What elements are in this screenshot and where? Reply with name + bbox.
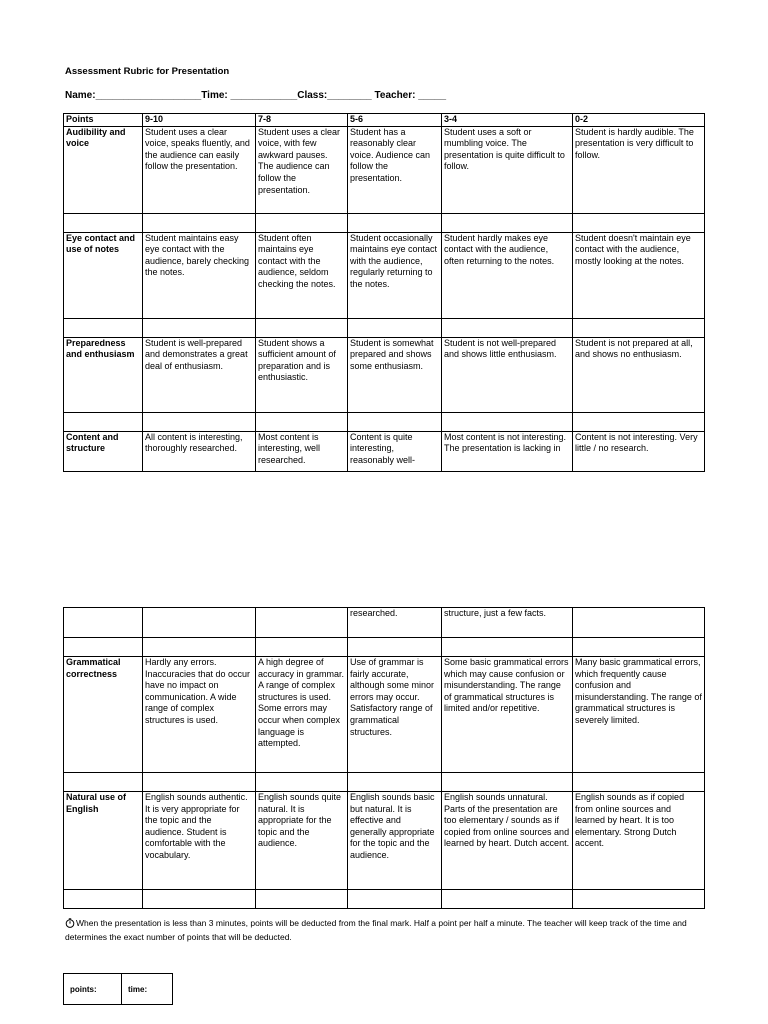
time-penalty-note <box>65 917 720 944</box>
rubric-score-row <box>64 213 705 232</box>
rubric-cell: Student is not well-prepared and shows little enthusiasm. <box>442 337 573 412</box>
rubric-row-preparedness <box>64 337 705 412</box>
rubric-cell: English sounds quite natural. It is appropriate for the topic and the audience. <box>256 792 348 890</box>
rubric-table-part-1 <box>63 113 705 472</box>
rubric-cell: Content is quite interesting, reasonably well- <box>348 431 442 471</box>
rubric-cell: Student is not prepared at all, and shows no enthusiasm. <box>573 337 705 412</box>
rubric-cell: Many basic grammatical errors, which frequently cause confusion and misunderstanding. The range of grammatical structures is severely limited. <box>573 657 705 773</box>
rubric-cell: Use of grammar is fairly accurate, although some minor errors may occur. Satisfactory range of grammatical structures. <box>348 657 442 773</box>
rubric-cell: Most content is interesting, well researched. <box>256 431 348 471</box>
rubric-score-row <box>64 773 705 792</box>
column-header-points: Points <box>64 114 143 127</box>
rubric-table-part-2 <box>63 607 705 909</box>
rubric-row-natural-english <box>64 792 705 890</box>
points-label: points: <box>64 974 122 1005</box>
rubric-row-audibility <box>64 126 705 213</box>
rubric-cell: Student doesn't maintain eye contact with the audience, mostly looking at the notes. <box>573 232 705 318</box>
rubric-cell: Hardly any errors. Inaccuracies that do occur have no impact on communication. A wide range of complex structures is used. <box>143 657 256 773</box>
rubric-score-row <box>64 412 705 431</box>
score-box <box>63 973 173 1005</box>
stopwatch-icon <box>65 918 75 928</box>
rubric-cell: Student uses a clear voice, with few awkward pauses. The audience can follow the presentation. <box>256 126 348 213</box>
rubric-cell: Student is hardly audible. The presentation is very difficult to follow. <box>573 126 705 213</box>
rubric-cell: Student is somewhat prepared and shows some enthusiasm. <box>348 337 442 412</box>
criterion-label: Preparedness and enthusiasm <box>64 337 143 412</box>
rubric-header-row <box>64 114 705 127</box>
rubric-cell: Student is well-prepared and demonstrates a great deal of enthusiasm. <box>143 337 256 412</box>
rubric-cell: Student uses a clear voice, speaks fluently, and the audience can easily follow the presentation. <box>143 126 256 213</box>
column-header-9-10: 9-10 <box>143 114 256 127</box>
rubric-cell: A high degree of accuracy in grammar. A range of complex structures is used. Some errors may occur when complex language is attempted. <box>256 657 348 773</box>
rubric-cell: Student maintains easy eye contact with the audience, barely checking the notes. <box>143 232 256 318</box>
criterion-label: Content and structure <box>64 431 143 471</box>
rubric-cell: Content is not interesting. Very little / no research. <box>573 431 705 471</box>
note-text: When the presentation is less than 3 minutes, points will be deducted from the final mark. Half a point per half a minute. The teacher will keep track of the time and determines the exact number of points that will be deducted. <box>65 918 687 942</box>
column-header-5-6: 5-6 <box>348 114 442 127</box>
rubric-cell: English sounds unnatural. Parts of the presentation are too elementary / sounds as if copied from online sources and learned by heart. Dutch accent. <box>442 792 573 890</box>
rubric-row-content <box>64 431 705 471</box>
criterion-label: Grammatical correctness <box>64 657 143 773</box>
rubric-cell: English sounds as if copied from online sources and learned by heart. It is too elementary. Strong Dutch accent. <box>573 792 705 890</box>
rubric-row-grammar <box>64 657 705 773</box>
column-header-3-4: 3-4 <box>442 114 573 127</box>
rubric-cell: Student occasionally maintains eye contact with the audience, regularly returning to the notes. <box>348 232 442 318</box>
rubric-cell: structure, just a few facts. <box>442 608 573 638</box>
rubric-cell: Most content is not interesting. The presentation is lacking in <box>442 431 573 471</box>
rubric-cell: researched. <box>348 608 442 638</box>
rubric-cell: Student uses a soft or mumbling voice. The presentation is quite difficult to follow. <box>442 126 573 213</box>
rubric-cell: Student shows a sufficient amount of preparation and is enthusiastic. <box>256 337 348 412</box>
rubric-score-row <box>64 318 705 337</box>
time-label: time: <box>122 974 173 1005</box>
criterion-label: Audibility and voice <box>64 126 143 213</box>
rubric-cell: English sounds authentic. It is very appropriate for the topic and the audience. Student is comfortable with the vocabulary. <box>143 792 256 890</box>
student-info-line: Name:___________________Time: ____________Class:________ Teacher: _____ <box>65 90 447 101</box>
rubric-row-eye-contact <box>64 232 705 318</box>
criterion-label: Eye contact and use of notes <box>64 232 143 318</box>
rubric-score-row <box>64 638 705 657</box>
rubric-score-row <box>64 890 705 909</box>
rubric-cell: Student has a reasonably clear voice. Audience can follow the presentation. <box>348 126 442 213</box>
rubric-cell: English sounds basic but natural. It is effective and generally appropriate for the topic and the audience. <box>348 792 442 890</box>
rubric-cell: Some basic grammatical errors which may cause confusion or misunderstanding. The range of grammatical structures is limited and/or repetitive. <box>442 657 573 773</box>
rubric-cell: Student often maintains eye contact with the audience, seldom checking the notes. <box>256 232 348 318</box>
rubric-cell: Student hardly makes eye contact with the audience, often returning to the notes. <box>442 232 573 318</box>
document-title: Assessment Rubric for Presentation <box>65 66 230 77</box>
column-header-7-8: 7-8 <box>256 114 348 127</box>
criterion-label: Natural use of English <box>64 792 143 890</box>
rubric-cell: All content is interesting, thoroughly researched. <box>143 431 256 471</box>
column-header-0-2: 0-2 <box>573 114 705 127</box>
rubric-continuation-row <box>64 608 705 638</box>
